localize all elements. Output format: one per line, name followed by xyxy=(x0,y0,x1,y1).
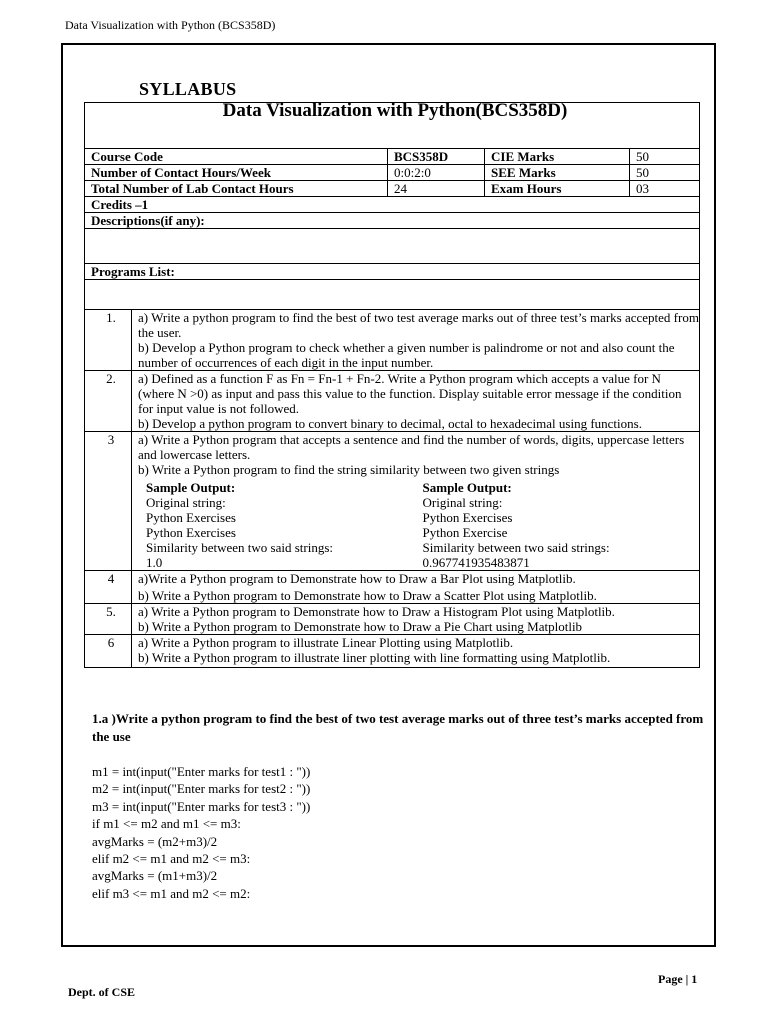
info-value: BCS358D xyxy=(388,149,485,165)
info-value2: 50 xyxy=(630,149,700,165)
program-item: a) Write a Python program to illustrate Linear Plotting using Matplotlib. xyxy=(138,635,514,650)
program-row xyxy=(85,310,700,371)
sample-output-line: Python Exercises xyxy=(422,510,513,525)
credits-row xyxy=(85,197,700,213)
course-title-row xyxy=(85,103,700,149)
credits: Credits –1 xyxy=(85,197,700,213)
program-content xyxy=(132,371,700,432)
program-item: a) Write a Python program that accepts a sentence and find the number of words, digits, uppercase letters and lowercase letters. xyxy=(138,432,685,462)
syllabus-table xyxy=(84,102,700,668)
syllabus-heading: SYLLABUS xyxy=(139,79,237,99)
code-line: m3 = int(input("Enter marks for test3 : ")) xyxy=(92,798,311,814)
descriptions-label: Descriptions(if any): xyxy=(85,213,700,229)
info-value2: 50 xyxy=(630,165,700,181)
program-item: a) Write a python program to find the best of two test average marks out of three test’s marks accepted from the user. xyxy=(138,310,699,340)
programs-list-row xyxy=(85,264,700,280)
program-row xyxy=(85,604,700,635)
program-item: a)Write a Python program to Demonstrate how to Draw a Bar Plot using Matplotlib. xyxy=(138,571,576,586)
sample-output-line: Python Exercises xyxy=(146,525,236,540)
code-line: avgMarks = (m2+m3)/2 xyxy=(92,833,218,849)
info-label2: CIE Marks xyxy=(485,149,630,165)
sample-output-line: Similarity between two said strings: xyxy=(146,540,334,555)
sample-output-line: Similarity between two said strings: xyxy=(422,540,610,555)
program-item: a) Write a Python program to Demonstrate how to Draw a Histogram Plot using Matplotlib. xyxy=(138,604,615,619)
code-line: elif m2 <= m1 and m2 <= m3: xyxy=(92,851,251,867)
sample-output-line: Original string: xyxy=(146,495,226,510)
program-item: b) Write a Python program to Demonstrate how to Draw a Pie Chart using Matplotlib xyxy=(138,619,583,634)
sample-output-columns xyxy=(138,480,699,570)
program-number: 6 xyxy=(85,635,132,668)
info-value2: 03 xyxy=(630,181,700,197)
info-label: Number of Contact Hours/Week xyxy=(85,165,388,181)
page-number: Page | 1 xyxy=(658,972,698,986)
info-row xyxy=(85,149,700,165)
program-item: b) Develop a Python program to check whether a given number is palindrome or not and also count the number of occurrences of each digit in the input number. xyxy=(138,340,675,370)
sample-output-heading: Sample Output: xyxy=(422,480,512,495)
blank-cell xyxy=(85,229,700,264)
sample-output-line: Python Exercises xyxy=(146,510,236,525)
sample-output-line: Original string: xyxy=(422,495,503,510)
program-row xyxy=(85,432,700,571)
program-item: b) Develop a python program to convert binary to decimal, octal to hexadecimal using functions. xyxy=(138,416,642,431)
program-item: a) Defined as a function F as Fn = Fn-1 + Fn-2. Write a Python program which accepts a value for N (where N >0) as input and pass this value to the function. Display suitable error message if the condition for input value is not followed. xyxy=(138,371,682,416)
info-row xyxy=(85,181,700,197)
blank-row xyxy=(85,229,700,264)
program-content xyxy=(132,432,700,571)
code-block xyxy=(92,763,310,902)
program-number: 2. xyxy=(85,371,132,432)
sample-output-heading: Sample Output: xyxy=(146,480,236,495)
blank-cell xyxy=(85,280,700,310)
section-heading: 1.a )Write a python program to find the best of two test average marks out of three test’s marks accepted from the use xyxy=(92,711,704,744)
blank-row xyxy=(85,280,700,310)
code-line: m1 = int(input("Enter marks for test1 : ")) xyxy=(92,764,311,779)
info-label2: SEE Marks xyxy=(485,165,630,181)
sample-output-line: 0.967741935483871 xyxy=(422,555,530,570)
code-line: m2 = int(input("Enter marks for test2 : ")) xyxy=(92,781,311,797)
footer-department: Dept. of CSE xyxy=(68,985,136,999)
running-header: Data Visualization with Python (BCS358D) xyxy=(65,18,276,32)
descriptions-row xyxy=(85,213,700,229)
info-label: Total Number of Lab Contact Hours xyxy=(85,181,388,197)
info-label: Course Code xyxy=(85,149,388,165)
code-line: if m1 <= m2 and m1 <= m3: xyxy=(92,816,241,832)
program-number: 1. xyxy=(85,310,132,371)
sample-output-left xyxy=(146,480,423,570)
program-item: b) Write a Python program to illustrate liner plotting with line formatting using Matplotlib. xyxy=(138,650,611,665)
program-item: b) Write a Python program to Demonstrate how to Draw a Scatter Plot using Matplotlib. xyxy=(138,588,597,603)
sample-output-line: Python Exercise xyxy=(422,525,508,540)
course-title: Data Visualization with Python(BCS358D) xyxy=(85,103,700,149)
program-item: b) Write a Python program to find the string similarity between two given strings xyxy=(138,462,560,477)
program-number: 4 xyxy=(85,571,132,604)
program-number: 3 xyxy=(85,432,132,571)
code-line: elif m3 <= m1 and m2 <= m2: xyxy=(92,885,251,901)
sample-output-right xyxy=(423,480,700,570)
program-content xyxy=(132,604,700,635)
program-content xyxy=(132,635,700,668)
programs-list-label: Programs List: xyxy=(85,264,700,280)
sample-output-line: 1.0 xyxy=(146,555,163,570)
program-content xyxy=(132,571,700,604)
code-line: avgMarks = (m1+m3)/2 xyxy=(92,868,218,884)
info-label2: Exam Hours xyxy=(485,181,630,197)
program-content xyxy=(132,310,700,371)
program-number: 5. xyxy=(85,604,132,635)
program-row xyxy=(85,635,700,668)
program-row xyxy=(85,371,700,432)
info-row xyxy=(85,165,700,181)
info-value: 0:0:2:0 xyxy=(388,165,485,181)
program-row xyxy=(85,571,700,604)
info-value: 24 xyxy=(388,181,485,197)
